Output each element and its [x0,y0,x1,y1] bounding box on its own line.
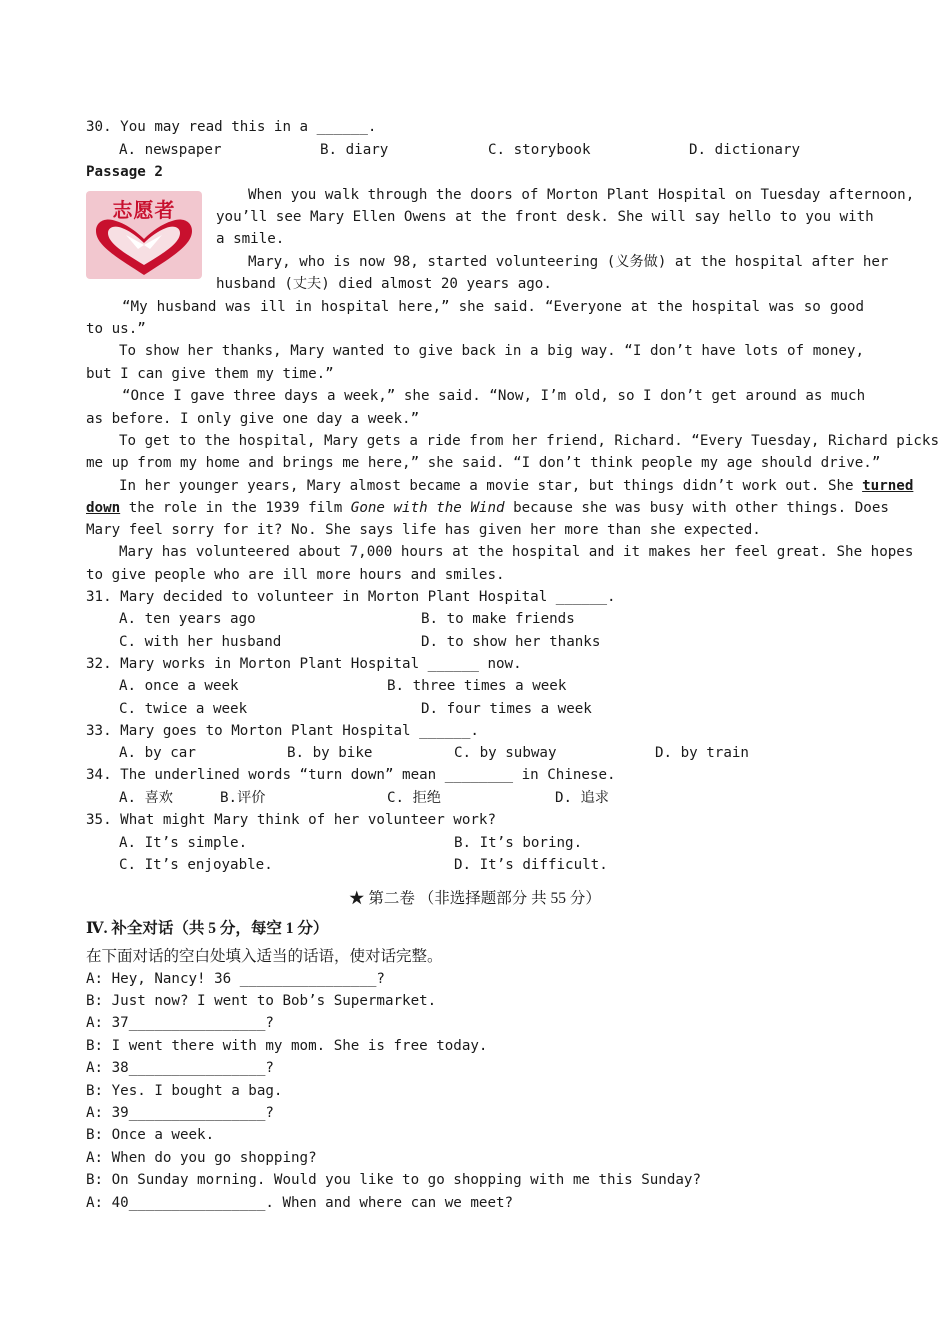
p1-line3: a smile. [216,231,285,247]
dialogue-line-3: A: 37________________? [86,1015,274,1031]
p8-line1: Mary has volunteered about 7,000 hours at the hospital and it makes her feel great. She hopes [119,544,914,560]
q34-option-a: A. 喜欢 [119,790,173,806]
passage-heading: Passage 2 [86,164,163,180]
q31-option-a: A. ten years ago [119,611,256,627]
q32-option-c: C. twice a week [119,701,248,717]
q33-option-d: D. by train [655,745,749,761]
p7-line1 [119,475,914,497]
q35-stem: 35. What might Mary think of her volunteer work? [86,812,496,828]
dialogue-line-6: B: Yes. I bought a bag. [86,1083,283,1099]
p8-line2: to give people who are ill more hours and smiles. [86,567,505,583]
p7-line3: Mary feel sorry for it? No. She says life has given her more than she expected. [86,522,761,538]
p6-line2: me up from my home and brings me here,” she said. “I don’t think people my age should drive.” [86,455,881,471]
dialogue-line-9: A: When do you go shopping? [86,1150,317,1166]
dialogue-line-1: A: Hey, Nancy! 36 ________________? [86,971,385,987]
p1-line1: When you walk through the doors of Morton Plant Hospital on Tuesday afternoon, [248,187,915,203]
q32-option-b: B. three times a week [387,678,567,694]
heart-hands-icon [86,191,202,279]
q35-option-a: A. It’s simple. [119,835,248,851]
q31-option-b: B. to make friends [421,611,575,627]
p7-line2 [86,497,889,519]
dialogue-line-4: B: I went there with my mom. She is free today. [86,1038,488,1054]
dialogue-line-11: A: 40________________. When and where can we meet? [86,1195,514,1211]
q34-option-c: C. 拒绝 [387,790,441,806]
film-title: Gone with the Wind [350,500,505,516]
p2-line2: husband (丈夫) died almost 20 years ago. [216,276,552,292]
volunteer-logo-text: 志愿者 [112,198,176,222]
p4-line2: but I can give them my time.” [86,366,334,382]
underlined-down: down [86,500,121,516]
q30-option-c: C. storybook [488,142,591,158]
q32-stem: 32. Mary works in Morton Plant Hospital ______ now. [86,656,522,672]
q33-option-b: B. by bike [287,745,373,761]
q30-option-d: D. dictionary [689,142,801,158]
q30-stem: 30. You may read this in a ______. [86,119,377,135]
dialogue-line-8: B: Once a week. [86,1127,215,1143]
underlined-turned: turned [862,478,914,494]
p2-line1: Mary, who is now 98, started volunteering (义务做) at the hospital after her [248,254,889,270]
volunteer-logo-image [86,191,202,279]
p5-line1: “Once I gave three days a week,” she said. “Now, I’m old, so I don’t get around as much [122,388,866,404]
q33-option-a: A. by car [119,745,196,761]
q31-option-d: D. to show her thanks [421,634,601,650]
q32-option-d: D. four times a week [421,701,592,717]
q34-stem: 34. The underlined words “turn down” mean ________ in Chinese. [86,767,616,783]
dialogue-line-10: B: On Sunday morning. Would you like to go shopping with me this Sunday? [86,1172,701,1188]
p3-line2: to us.” [86,321,146,337]
dialogue-line-2: B: Just now? I went to Bob’s Supermarket. [86,993,437,1009]
dialogue-line-7: A: 39________________? [86,1105,274,1121]
q30-option-b: B. diary [320,142,389,158]
p7-text: In her younger years, Mary almost became a movie star, but things didn’t work out. She [119,478,863,494]
q30-option-a: A. newspaper [119,142,222,158]
q33-option-c: C. by subway [454,745,557,761]
q34-option-b: B.评价 [220,790,266,806]
q33-stem: 33. Mary goes to Morton Plant Hospital ______. [86,723,479,739]
q34-option-d: D. 追求 [555,790,609,806]
q35-option-b: B. It’s boring. [454,835,583,851]
p6-line1: To get to the hospital, Mary gets a ride from her friend, Richard. “Every Tuesday, Richard picks [119,433,939,449]
p4-line1: To show her thanks, Mary wanted to give back in a big way. “I don’t have lots of money, [119,343,864,359]
p3-line1: “My husband was ill in hospital here,” she said. “Everyone at the hospital was so good [122,299,864,315]
q35-option-c: C. It’s enjoyable. [119,857,273,873]
q31-option-c: C. with her husband [119,634,282,650]
p1-line2: you’ll see Mary Ellen Owens at the front desk. She will say hello to you with [216,209,874,225]
q31-stem: 31. Mary decided to volunteer in Morton Plant Hospital ______. [86,589,616,605]
q35-option-d: D. It’s difficult. [454,857,608,873]
q32-option-a: A. once a week [119,678,239,694]
part2-title: ★ 第二卷 （非选择题部分 共 55 分） [349,890,601,907]
section4-title: Ⅳ. 补全对话（共 5 分，每空 1 分） [86,920,329,937]
p7-text: the role in the 1939 film [120,500,351,516]
section4-instruction: 在下面对话的空白处填入适当的话语，使对话完整。 [86,948,443,965]
dialogue-line-5: A: 38________________? [86,1060,274,1076]
p5-line2: as before. I only give one day a week.” [86,411,420,427]
p7-text: because she was busy with other things. Does [504,500,889,516]
